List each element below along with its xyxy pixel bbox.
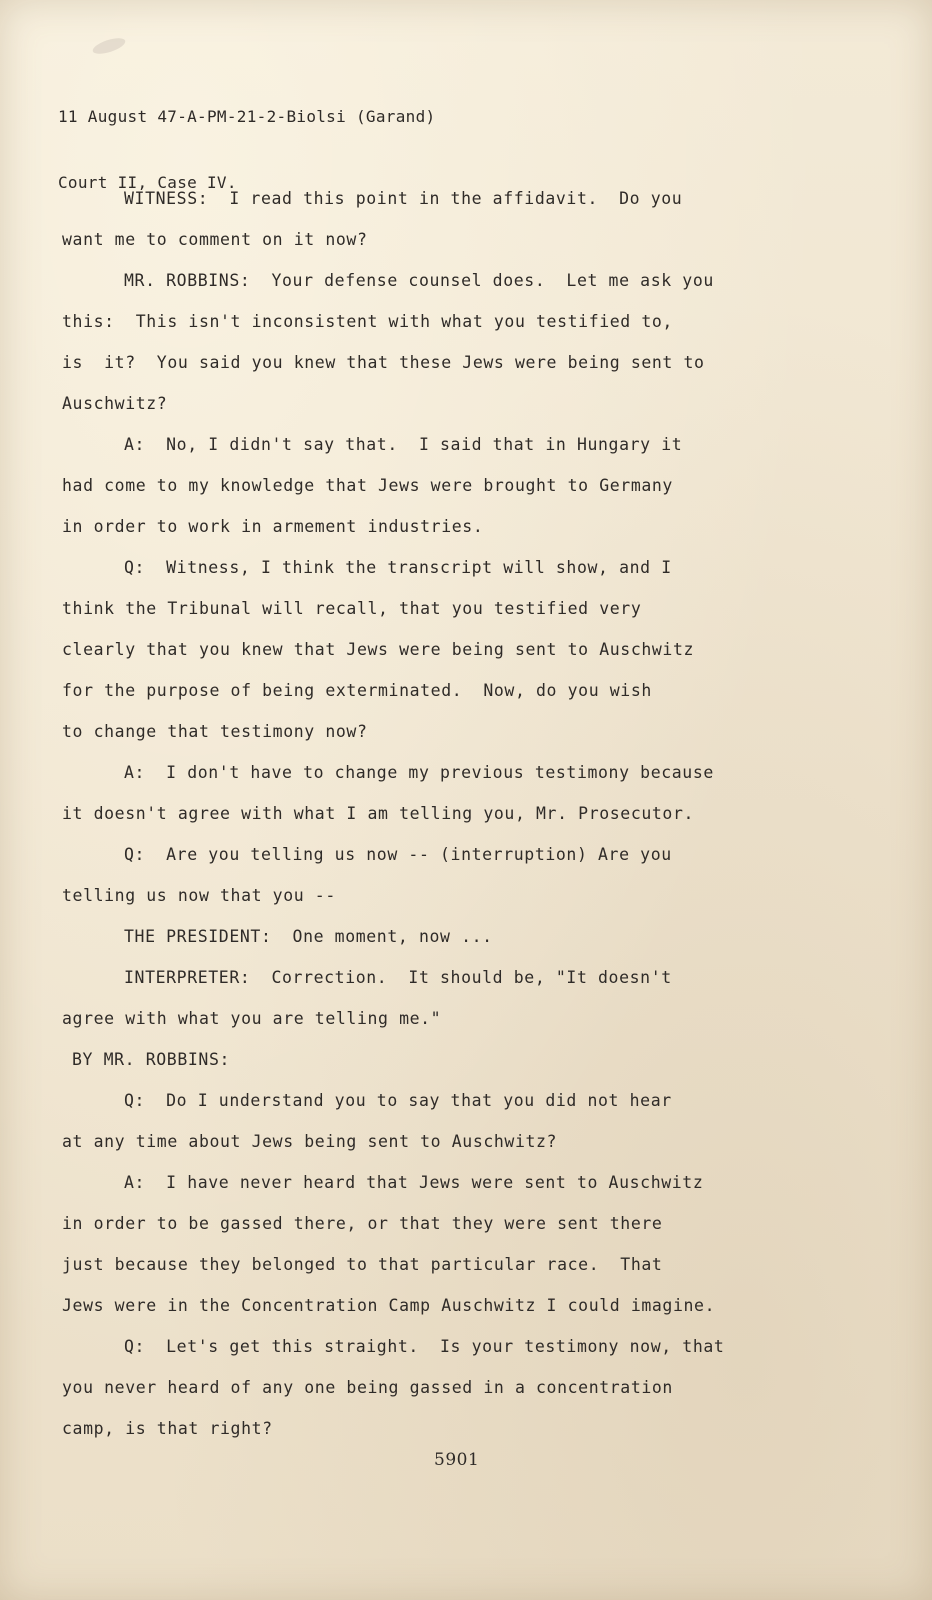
transcript-line: Q: Let's get this straight. Is your testimony now, that [124,1337,725,1356]
transcript-line: A: I don't have to change my previous testimony because [124,763,714,782]
transcript-line: Auschwitz? [62,394,168,413]
transcript-line: think the Tribunal will recall, that you testified very [62,599,642,618]
transcript-line: agree with what you are telling me." [62,1009,442,1028]
transcript-line: telling us now that you -- [62,886,336,905]
transcript-line: in order to be gassed there, or that they were sent there [62,1214,663,1233]
header-line-2: Court II, Case IV. [58,173,237,192]
page-number: 5901 [434,1450,480,1470]
transcript-line: camp, is that right? [62,1419,273,1438]
transcript-line: INTERPRETER: Correction. It should be, "It doesn't [124,968,672,987]
transcript-line: in order to work in armement industries. [62,517,484,536]
transcript-body [62,178,842,1449]
transcript-line: is it? You said you knew that these Jews were being sent to [62,353,705,372]
transcript-line: want me to comment on it now? [62,230,368,249]
transcript-line: you never heard of any one being gassed in a concentration [62,1378,673,1397]
transcript-line: WITNESS: I read this point in the affidavit. Do you [124,189,683,208]
header-line-1: 11 August 47-A-PM-21-2-Biolsi (Garand) [58,107,436,126]
transcript-line: A: No, I didn't say that. I said that in Hungary it [124,435,683,454]
transcript-line: clearly that you knew that Jews were being sent to Auschwitz [62,640,695,659]
transcript-line: Q: Witness, I think the transcript will show, and I [124,558,672,577]
transcript-line: MR. ROBBINS: Your defense counsel does. Let me ask you [124,271,714,290]
transcript-line: THE PRESIDENT: One moment, now ... [124,927,493,946]
transcript-line: just because they belonged to that particular race. That [62,1255,663,1274]
transcript-line: Jews were in the Concentration Camp Auschwitz I could imagine. [62,1296,716,1315]
transcript-line: for the purpose of being exterminated. Now, do you wish [62,681,652,700]
paper-stain [91,35,127,57]
transcript-line: Q: Do I understand you to say that you did not hear [124,1091,672,1110]
transcript-line: BY MR. ROBBINS: [72,1050,231,1069]
transcript-line: A: I have never heard that Jews were sent to Auschwitz [124,1173,704,1192]
transcript-line: had come to my knowledge that Jews were brought to Germany [62,476,673,495]
transcript-line: Q: Are you telling us now -- (interruption) Are you [124,845,672,864]
transcript-line: it doesn't agree with what I am telling you, Mr. Prosecutor. [62,804,695,823]
transcript-line: to change that testimony now? [62,722,368,741]
transcript-line: at any time about Jews being sent to Auschwitz? [62,1132,558,1151]
transcript-line: this: This isn't inconsistent with what you testified to, [62,312,673,331]
